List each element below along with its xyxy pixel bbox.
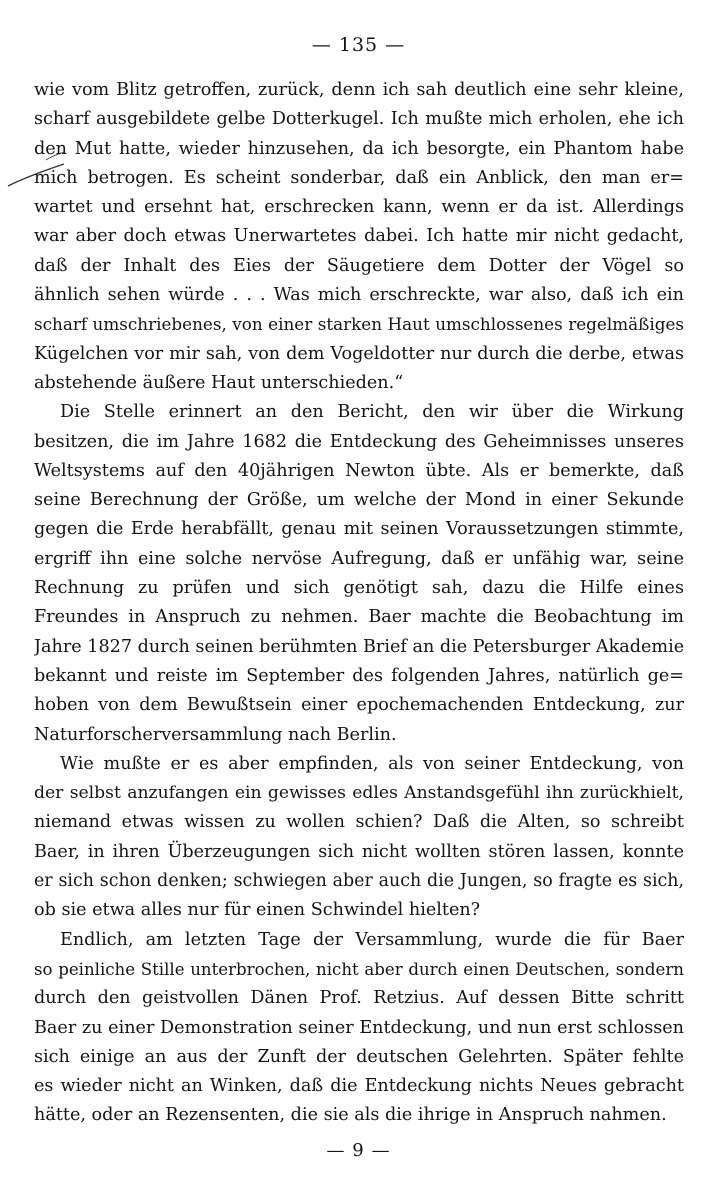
text-line: bekannt und reiste im September des folgenden Jahres, natürlich ge=	[34, 665, 684, 686]
text-line: Kügelchen vor mir sah, von dem Vogeldotter nur durch die derbe, etwas	[34, 343, 684, 364]
signature-mark: — 9 —	[326, 1140, 391, 1161]
text-line: ähnlich sehen würde . . . Was mich erschreckte, war also, daß ich ein	[34, 285, 684, 306]
text-line: ob sie etwa alles nur für einen Schwindel hielten?	[34, 900, 481, 921]
text-line: niemand etwas wissen zu wollen schien? Daß die Alten, so schreibt	[34, 812, 684, 833]
paragraph	[34, 750, 684, 926]
text-line: Wie mußte er es aber empfinden, als von seiner Entdeckung, von	[60, 753, 684, 774]
text-line: gegen die Erde herabfällt, genau mit seinen Voraussetzungen stimmte,	[34, 519, 684, 540]
text-line: sich einige an aus der Zunft der deutschen Gelehrten. Später fehlte	[34, 1046, 684, 1067]
text-line: mich betrogen. Es scheint sonderbar, daß ein Anblick, den man er=	[34, 167, 684, 188]
text-line: Baer zu einer Demonstration seiner Entdeckung, und nun erst schlossen	[34, 1017, 684, 1038]
text-line: daß der Inhalt des Eies der Säugetiere dem Dotter der Vögel so	[34, 255, 684, 276]
text-line: Weltsystems auf den 40jährigen Newton übte. Als er bemerkte, daß	[34, 460, 684, 481]
paragraph	[34, 76, 684, 398]
text-line: wie vom Blitz getroffen, zurück, denn ich sah deutlich eine sehr kleine,	[34, 80, 684, 100]
text-line: Naturforscherversammlung nach Berlin.	[34, 724, 397, 745]
text-line: besitzen, die im Jahre 1682 die Entdeckung des Geheimnisses unseres	[34, 431, 684, 452]
text-line: wartet und ersehnt hat, erschrecken kann, wenn er da ist. Allerdings	[34, 197, 684, 218]
text-line: scharf umschriebenes, von einer starken Haut umschlossenes regelmäßiges	[34, 314, 684, 335]
text-line: hätte, oder an Rezensenten, die sie als die ihrige in Anspruch nahmen.	[34, 1105, 667, 1126]
text-line: er sich schon denken; schwiegen aber auch die Jungen, so fragte es sich,	[34, 871, 684, 892]
text-line: es wieder nicht an Winken, daß die Entdeckung nichts Neues gebracht	[34, 1076, 684, 1097]
body-text	[34, 76, 684, 1131]
text-line: durch den geistvollen Dänen Prof. Retzius. Auf dessen Bitte schritt	[34, 988, 684, 1009]
paragraph	[34, 926, 684, 1131]
text-line: Rechnung zu prüfen und sich genötigt sah, dazu die Hilfe eines	[34, 578, 684, 599]
text-line: war aber doch etwas Unerwartetes dabei. Ich hatte mir nicht gedacht,	[34, 226, 684, 247]
text-line: den Mut hatte, wieder hinzusehen, da ich besorgte, ein Phantom habe	[34, 138, 684, 159]
text-line: seine Berechnung der Größe, um welche der Mond in einer Sekunde	[34, 490, 684, 511]
text-line: hoben von dem Bewußtsein einer epochemachenden Entdeckung, zur	[34, 695, 684, 716]
text-line: Baer, in ihren Überzeugungen sich nicht wollten stören lassen, konnte	[34, 841, 684, 862]
paragraph	[34, 398, 684, 750]
text-line: der selbst anzufangen ein gewisses edles Anstandsgefühl ihn zurückhielt,	[34, 783, 684, 804]
text-line: Freundes in Anspruch zu nehmen. Baer machte die Beobachtung im	[34, 607, 684, 628]
text-line: so peinliche Stille unterbrochen, nicht aber durch einen Deutschen, sondern	[34, 959, 684, 979]
text-line: Die Stelle erinnert an den Bericht, den wir über die Wirkung	[60, 402, 684, 423]
text-line: abstehende äußere Haut unterschieden.“	[34, 372, 404, 393]
text-line: Endlich, am letzten Tage der Versammlung, wurde die für Baer	[60, 929, 684, 950]
text-line: Jahre 1827 durch seinen berühmten Brief an die Petersburger Akademie	[34, 636, 684, 657]
text-line: scharf ausgebildete gelbe Dotterkugel. Ich mußte mich erholen, ehe ich	[34, 109, 684, 130]
page-number: — 135 —	[311, 34, 406, 56]
text-line: ergriff ihn eine solche nervöse Aufregung, daß er unfähig war, seine	[34, 548, 684, 569]
